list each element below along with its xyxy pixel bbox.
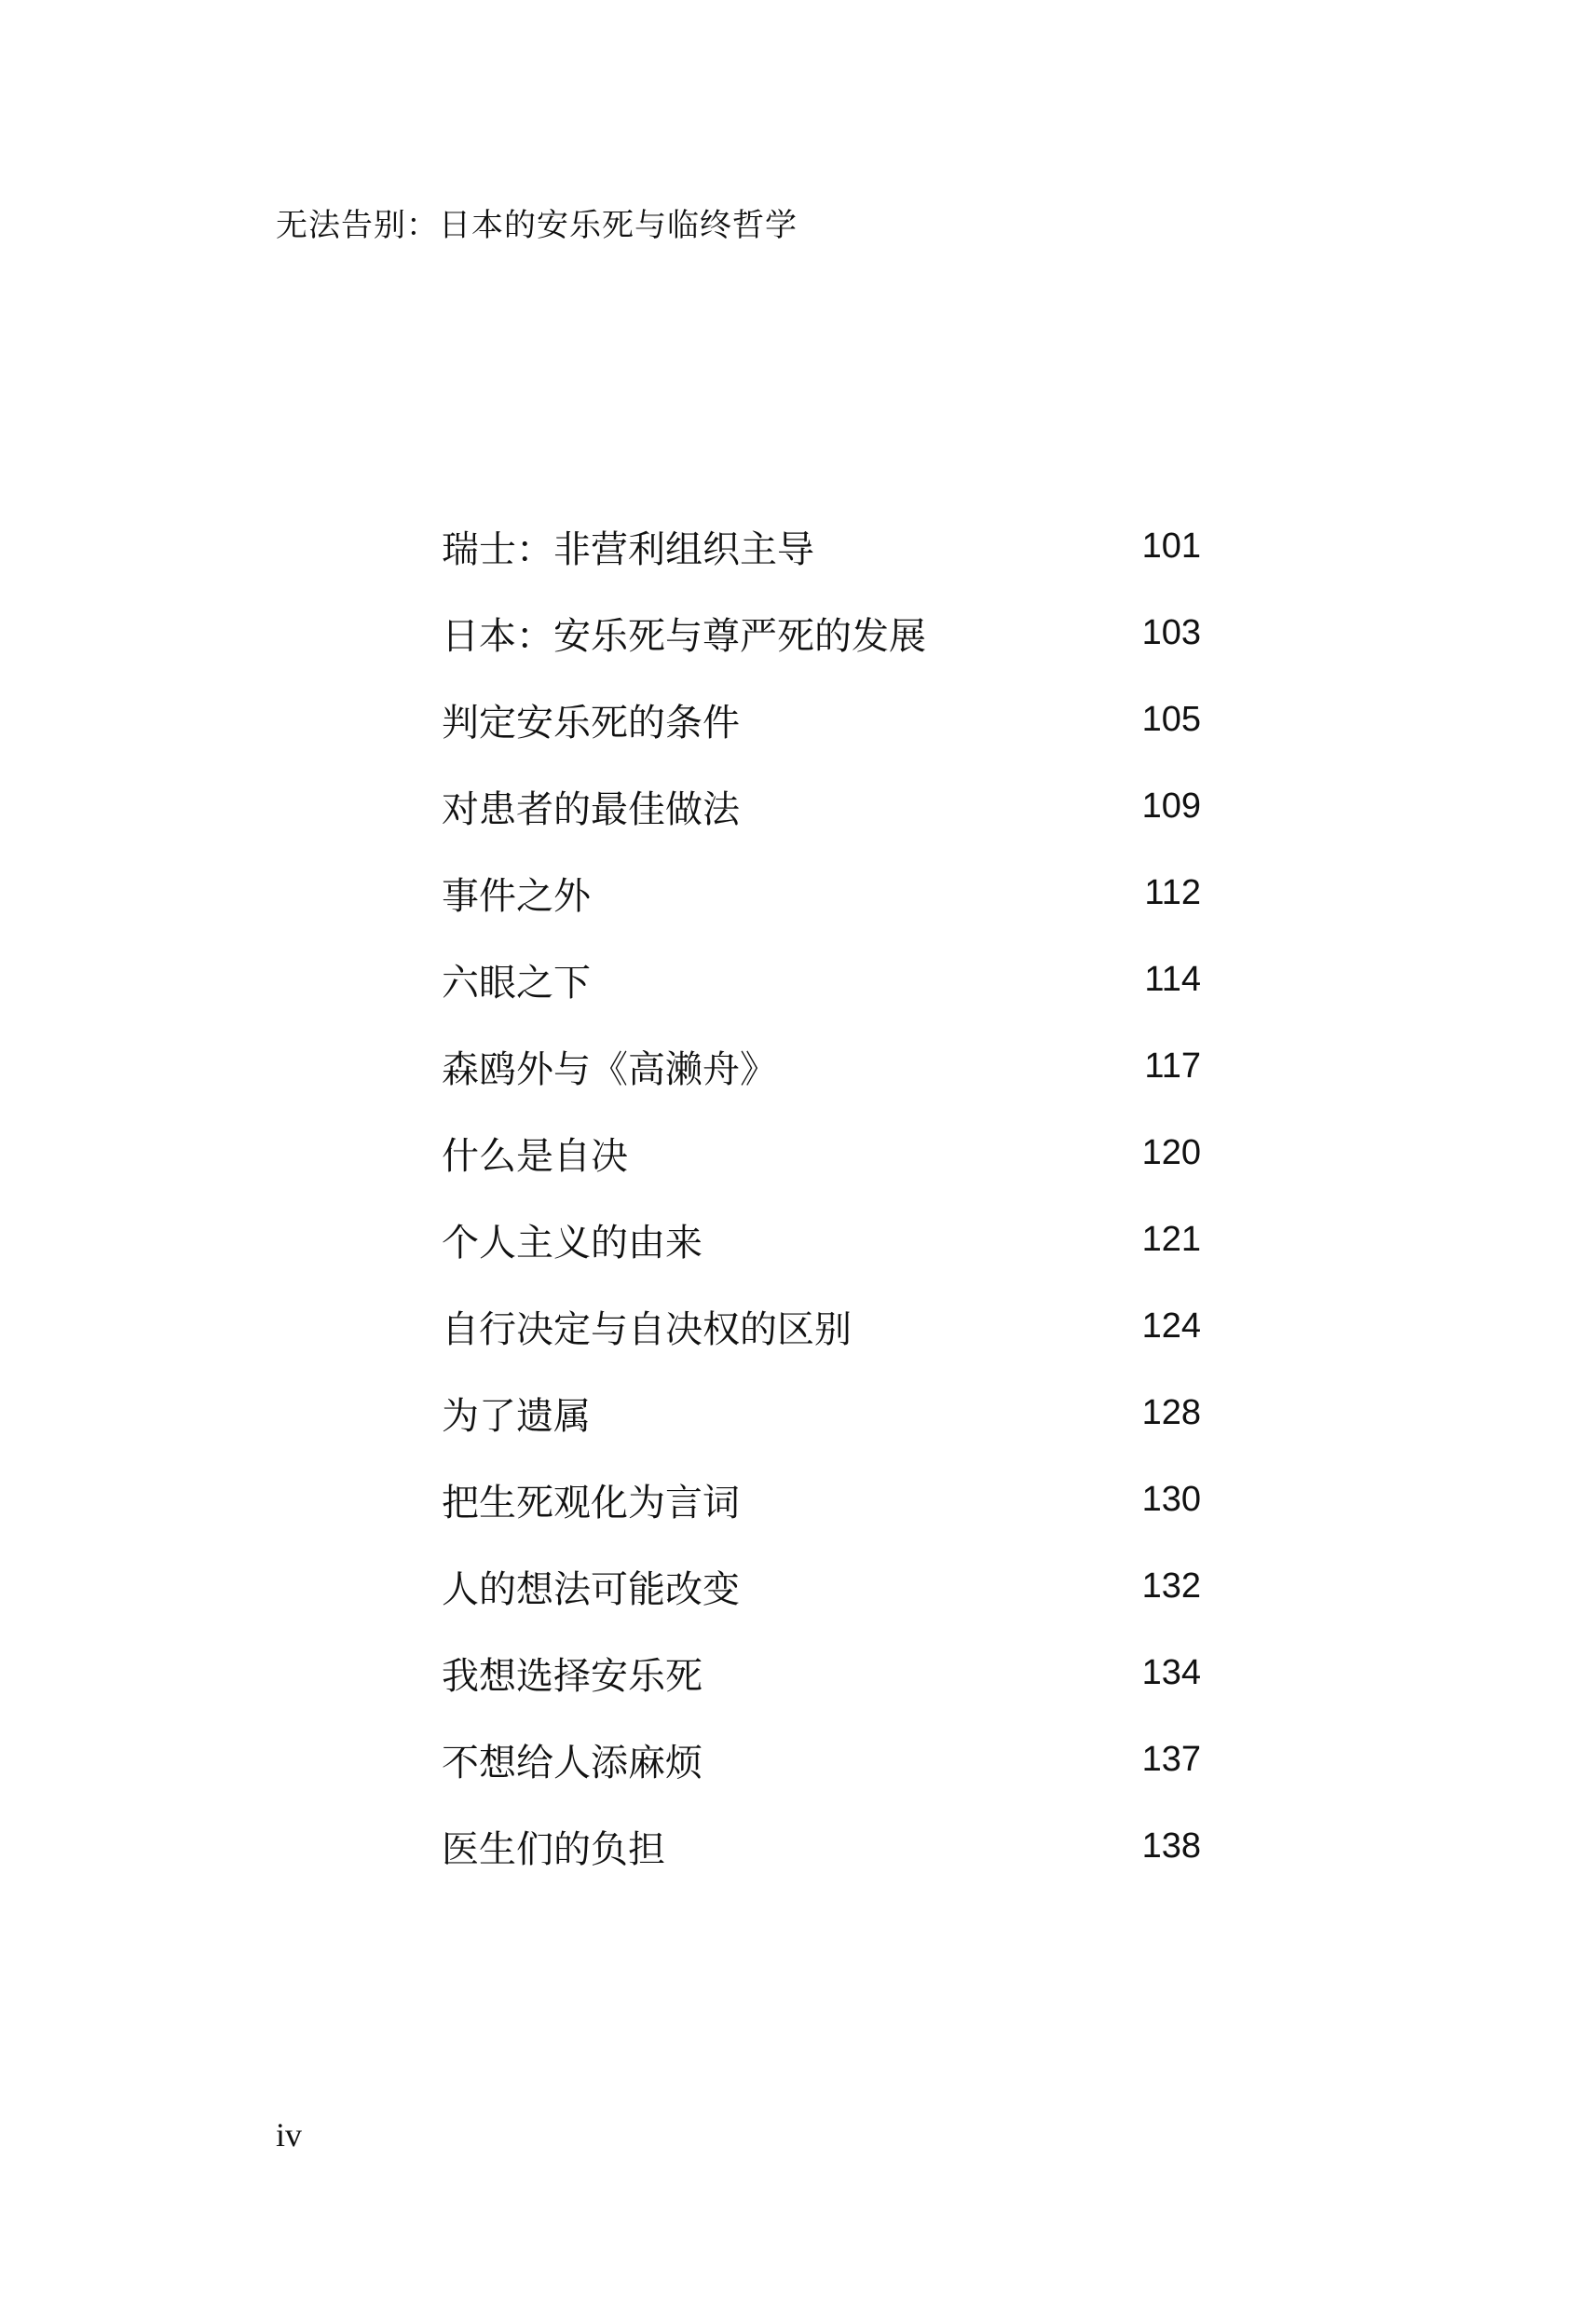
toc-entry xyxy=(442,1023,1201,1110)
toc-entry-title: 医生们的负担 xyxy=(442,1828,665,1871)
toc-entry xyxy=(442,1456,1201,1543)
toc-entry-title: 日本：安乐死与尊严死的发展 xyxy=(442,615,926,658)
toc-entry-title: 把生死观化为言词 xyxy=(442,1482,740,1525)
table-of-contents xyxy=(442,503,1201,1890)
toc-entry-page: 101 xyxy=(1141,526,1201,566)
toc-entry xyxy=(442,1716,1201,1803)
toc-entry xyxy=(442,1370,1201,1456)
toc-entry-title: 我想选择安乐死 xyxy=(442,1655,703,1698)
toc-entry xyxy=(442,1283,1201,1370)
toc-entry xyxy=(442,1110,1201,1197)
toc-entry-page: 112 xyxy=(1144,873,1201,912)
toc-entry xyxy=(442,590,1201,677)
toc-entry-page: 134 xyxy=(1141,1653,1201,1692)
toc-entry-title: 为了遗属 xyxy=(442,1395,591,1438)
running-header-title: 无法告别：日本的安乐死与临终哲学 xyxy=(276,207,798,244)
toc-entry xyxy=(442,677,1201,763)
toc-entry-page: 124 xyxy=(1141,1306,1201,1346)
toc-entry-title: 六眼之下 xyxy=(442,962,591,1005)
toc-entry xyxy=(442,1630,1201,1716)
toc-entry-title: 森鸥外与《高濑舟》 xyxy=(442,1048,777,1091)
toc-entry-page: 117 xyxy=(1144,1046,1201,1086)
toc-entry-title: 瑞士：非营利组织主导 xyxy=(442,528,814,571)
toc-entry-page: 138 xyxy=(1141,1826,1201,1866)
toc-entry-title: 个人主义的由来 xyxy=(442,1222,703,1265)
toc-entry xyxy=(442,1803,1201,1890)
toc-entry-title: 不想给人添麻烦 xyxy=(442,1742,703,1785)
toc-entry xyxy=(442,763,1201,850)
toc-entry-title: 判定安乐死的条件 xyxy=(442,702,740,745)
toc-entry-page: 120 xyxy=(1141,1133,1201,1172)
toc-entry xyxy=(442,1543,1201,1630)
toc-entry xyxy=(442,503,1201,590)
toc-entry xyxy=(442,1197,1201,1283)
toc-entry-page: 105 xyxy=(1141,700,1201,739)
toc-entry-page: 137 xyxy=(1141,1740,1201,1779)
toc-entry-title: 事件之外 xyxy=(442,875,591,918)
toc-entry xyxy=(442,850,1201,937)
toc-entry-title: 什么是自决 xyxy=(442,1135,628,1178)
toc-entry-title: 人的想法可能改变 xyxy=(442,1568,740,1611)
toc-entry xyxy=(442,937,1201,1023)
toc-entry-title: 对患者的最佳做法 xyxy=(442,788,740,831)
toc-entry-page: 132 xyxy=(1141,1566,1201,1606)
toc-entry-page: 114 xyxy=(1144,960,1201,999)
toc-entry-page: 103 xyxy=(1141,613,1201,652)
toc-entry-page: 121 xyxy=(1141,1220,1201,1259)
toc-entry-title: 自行决定与自决权的区别 xyxy=(442,1308,852,1351)
toc-entry-page: 128 xyxy=(1141,1393,1201,1432)
toc-entry-page: 109 xyxy=(1141,786,1201,826)
toc-entry-page: 130 xyxy=(1141,1480,1201,1519)
page-number: iv xyxy=(276,2116,303,2154)
